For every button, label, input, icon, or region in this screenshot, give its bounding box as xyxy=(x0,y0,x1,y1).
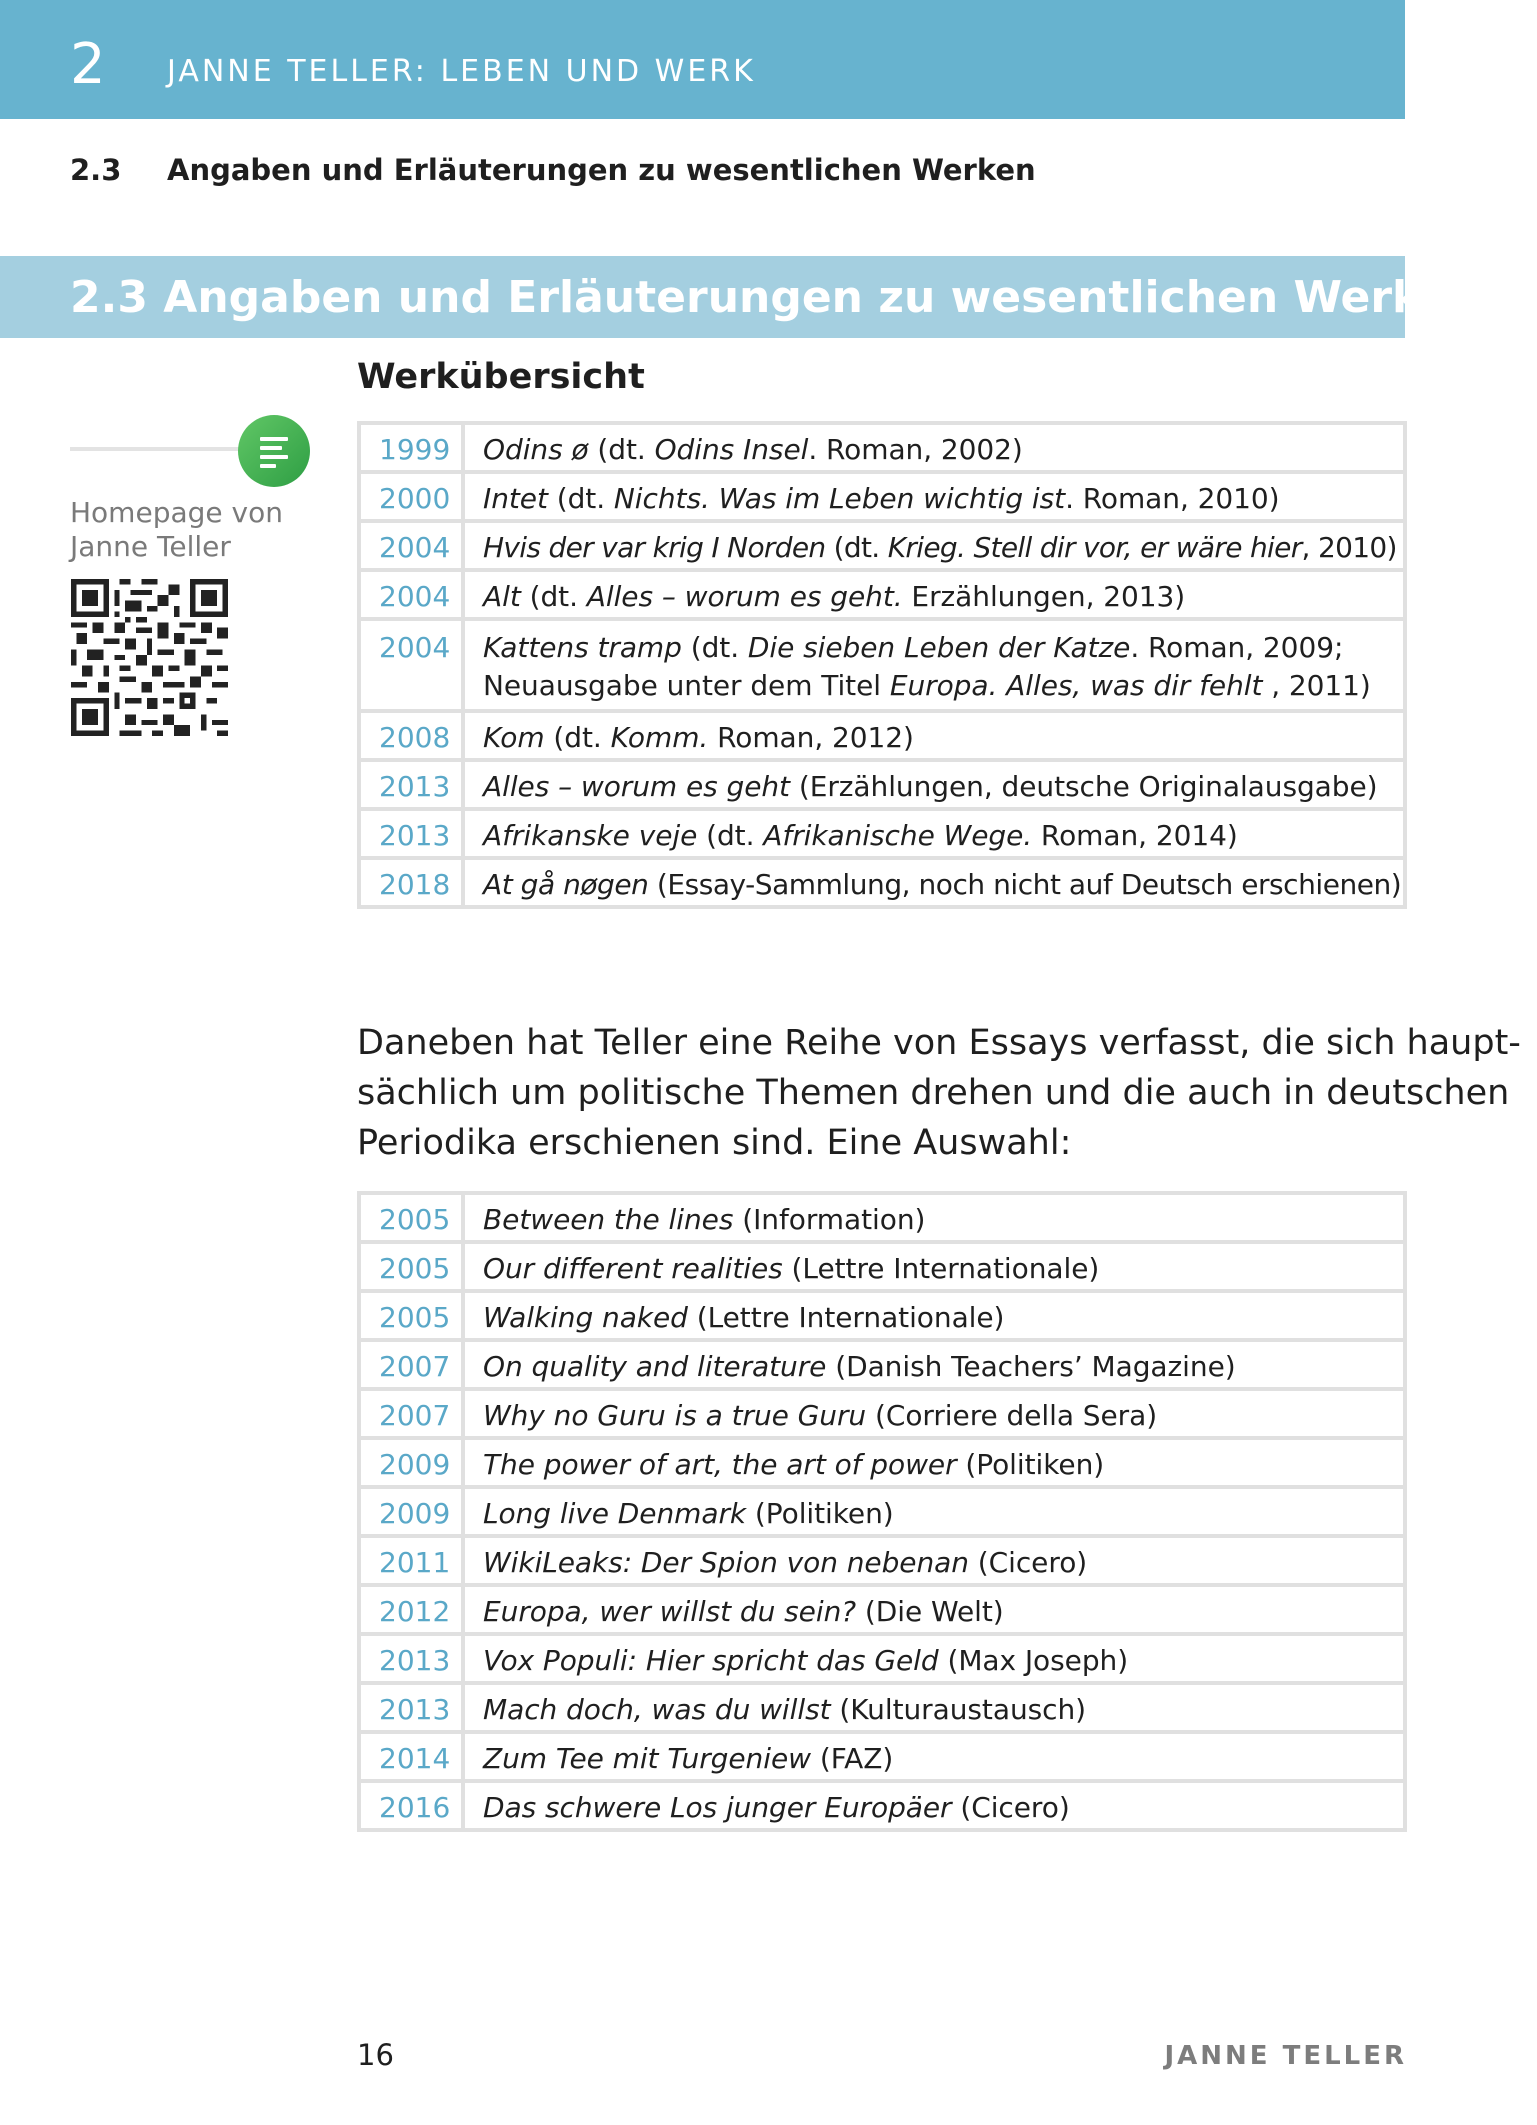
title-text: Between the lines xyxy=(483,1203,734,1236)
works-table xyxy=(357,421,1407,909)
title-text: Hvis der var krig I Norden xyxy=(483,531,826,564)
title-text: On quality and literature xyxy=(483,1350,827,1383)
title-text: Odins Insel xyxy=(654,433,809,466)
title-line xyxy=(483,1740,1403,1778)
title-text: Das schwere Los junger Europäer xyxy=(483,1791,952,1824)
detail-text: (dt. xyxy=(825,531,888,564)
title-line xyxy=(483,1789,1403,1827)
detail-text: (Information) xyxy=(733,1203,926,1236)
title-line xyxy=(483,1495,1403,1533)
page-number: 16 xyxy=(357,2038,394,2072)
title-line xyxy=(483,529,1403,567)
year-cell: 2008 xyxy=(359,711,463,760)
detail-text: (dt. xyxy=(547,482,614,515)
title-text: Die sieben Leben der Katze xyxy=(747,631,1131,664)
title-text: Alles – worum es geht xyxy=(483,770,790,803)
year-cell: 2009 xyxy=(359,1487,463,1536)
table-row xyxy=(359,858,1405,907)
sidebar-caption-line-1: Homepage von xyxy=(70,496,283,529)
title-line xyxy=(483,578,1403,616)
year-cell: 2011 xyxy=(359,1536,463,1585)
year-cell: 2009 xyxy=(359,1438,463,1487)
year-cell: 2007 xyxy=(359,1389,463,1438)
table-row xyxy=(359,1389,1405,1438)
year-cell: 2012 xyxy=(359,1585,463,1634)
title-line xyxy=(483,1446,1403,1484)
title-cell xyxy=(463,1487,1405,1536)
title-cell xyxy=(463,1732,1405,1781)
detail-text: (Die Welt) xyxy=(856,1595,1004,1628)
detail-text: (Politiken) xyxy=(746,1497,894,1530)
year-cell: 2016 xyxy=(359,1781,463,1830)
table-row xyxy=(359,472,1405,521)
werkuebersicht-heading: Werkübersicht xyxy=(357,357,645,397)
detail-text: (Max Joseph) xyxy=(938,1644,1129,1677)
detail-text: Neuausgabe unter dem Titel xyxy=(483,669,890,702)
table-row xyxy=(359,1193,1405,1242)
title-text: Our different realities xyxy=(483,1252,783,1285)
title-cell xyxy=(463,1634,1405,1683)
table-row xyxy=(359,1438,1405,1487)
title-cell xyxy=(463,760,1405,809)
title-cell xyxy=(463,1389,1405,1438)
detail-text: (FAZ) xyxy=(810,1742,894,1775)
title-cell xyxy=(463,1193,1405,1242)
title-cell xyxy=(463,1683,1405,1732)
year-cell: 2004 xyxy=(359,521,463,570)
title-cell xyxy=(463,1291,1405,1340)
sidebar-caption xyxy=(70,496,283,564)
title-text: Krieg. Stell dir vor, er wäre hier xyxy=(887,531,1302,564)
detail-text: . Roman, 2010) xyxy=(1065,482,1280,515)
title-cell xyxy=(463,1340,1405,1389)
title-text: Komm. xyxy=(610,721,709,754)
title-line xyxy=(483,431,1403,469)
year-cell: 2004 xyxy=(359,570,463,619)
title-cell xyxy=(463,809,1405,858)
table-row xyxy=(359,1340,1405,1389)
title-text: Intet xyxy=(483,482,548,515)
sidebar-caption-line-2: Janne Teller xyxy=(70,530,231,563)
table-row xyxy=(359,1585,1405,1634)
chapter-number: 2 xyxy=(70,32,106,97)
title-line xyxy=(483,1397,1403,1435)
title-line xyxy=(483,866,1403,904)
title-text: The power of art, the art of power xyxy=(483,1448,957,1481)
title-text: Afrikanske veje xyxy=(483,819,698,852)
detail-text: (dt. xyxy=(681,631,748,664)
title-cell xyxy=(463,1536,1405,1585)
table-row xyxy=(359,1781,1405,1830)
title-cell xyxy=(463,1781,1405,1830)
title-line xyxy=(483,1544,1403,1582)
title-line xyxy=(483,817,1403,855)
title-text: Afrikanische Wege. xyxy=(763,819,1033,852)
title-text: Long live Denmark xyxy=(483,1497,747,1530)
running-section-number: 2.3 xyxy=(70,153,122,187)
table-row xyxy=(359,1487,1405,1536)
detail-text: . Roman, 2002) xyxy=(808,433,1023,466)
title-cell xyxy=(463,570,1405,619)
title-cell xyxy=(463,1585,1405,1634)
detail-text: (Cicero) xyxy=(951,1791,1070,1824)
paragraph-line-3: Periodika erschienen sind. Eine Auswahl: xyxy=(357,1123,1072,1163)
table-row xyxy=(359,619,1405,711)
title-text: Europa, wer willst du sein? xyxy=(483,1595,857,1628)
title-line xyxy=(483,1299,1403,1337)
table-row xyxy=(359,521,1405,570)
title-cell xyxy=(463,521,1405,570)
title-cell xyxy=(463,423,1405,472)
table-row xyxy=(359,809,1405,858)
footer-author-name: JANNE TELLER xyxy=(1164,2041,1407,2071)
title-text: Walking naked xyxy=(483,1301,688,1334)
paragraph-line-1: Daneben hat Teller eine Reihe von Essays verfasst, die sich haupt- xyxy=(357,1023,1521,1063)
title-line xyxy=(483,480,1403,518)
year-cell: 2005 xyxy=(359,1242,463,1291)
table-row xyxy=(359,1634,1405,1683)
title-line xyxy=(483,629,1403,667)
title-text: Alles – worum es geht. xyxy=(586,580,903,613)
table-row xyxy=(359,570,1405,619)
detail-text: (Danish Teachers’ Magazine) xyxy=(826,1350,1236,1383)
detail-text: (dt. xyxy=(588,433,655,466)
year-cell: 2000 xyxy=(359,472,463,521)
year-cell: 2013 xyxy=(359,760,463,809)
title-text: Why no Guru is a true Guru xyxy=(483,1399,867,1432)
table-row xyxy=(359,1291,1405,1340)
essays-intro-paragraph xyxy=(357,1018,1521,1168)
detail-text: (Corriere della Sera) xyxy=(866,1399,1158,1432)
title-cell xyxy=(463,1438,1405,1487)
title-text: Zum Tee mit Turgeniew xyxy=(483,1742,811,1775)
table-row xyxy=(359,1242,1405,1291)
year-cell: 2005 xyxy=(359,1291,463,1340)
year-cell: 2013 xyxy=(359,809,463,858)
title-cell xyxy=(463,472,1405,521)
detail-text: (dt. xyxy=(697,819,764,852)
table-row xyxy=(359,711,1405,760)
title-text: WikiLeaks: Der Spion von nebenan xyxy=(483,1546,969,1579)
title-line xyxy=(483,1593,1403,1631)
chapter-title: JANNE TELLER: LEBEN UND WERK xyxy=(167,54,756,89)
title-line xyxy=(483,1250,1403,1288)
title-text: Nichts. Was im Leben wichtig ist xyxy=(613,482,1066,515)
detail-text: Roman, 2012) xyxy=(708,721,914,754)
year-cell: 2007 xyxy=(359,1340,463,1389)
title-text: Vox Populi: Hier spricht das Geld xyxy=(483,1644,939,1677)
detail-text: (Erzählungen, deutsche Originalausgabe) xyxy=(789,770,1378,803)
title-text: Europa. Alles, was dir fehlt xyxy=(889,669,1263,702)
title-line xyxy=(483,667,1403,705)
year-cell: 2005 xyxy=(359,1193,463,1242)
detail-text: , 2010) xyxy=(1301,531,1397,564)
detail-text: Roman, 2014) xyxy=(1032,819,1238,852)
year-cell: 2013 xyxy=(359,1634,463,1683)
detail-text: . Roman, 2009; xyxy=(1130,631,1344,664)
title-line xyxy=(483,1691,1403,1729)
section-title: 2.3 Angaben und Erläuterungen zu wesentlichen Werken xyxy=(70,272,1482,323)
title-text: Mach doch, was du willst xyxy=(483,1693,831,1726)
detail-text: Erzählungen, 2013) xyxy=(902,580,1186,613)
detail-text: (Cicero) xyxy=(968,1546,1088,1579)
table-row xyxy=(359,423,1405,472)
document-lines-icon[interactable] xyxy=(238,415,310,487)
title-cell xyxy=(463,711,1405,760)
title-line xyxy=(483,768,1403,806)
table-row xyxy=(359,1732,1405,1781)
title-text: Alt xyxy=(483,580,521,613)
detail-text: (Lettre Internationale) xyxy=(782,1252,1100,1285)
title-text: At gå nøgen xyxy=(483,868,649,901)
detail-text: (dt. xyxy=(520,580,587,613)
year-cell: 2004 xyxy=(359,619,463,711)
year-cell: 1999 xyxy=(359,423,463,472)
title-text: Kom xyxy=(483,721,545,754)
detail-text: , 2011) xyxy=(1262,669,1371,702)
detail-text: (dt. xyxy=(544,721,611,754)
title-cell xyxy=(463,858,1405,907)
title-line xyxy=(483,1348,1403,1386)
detail-text: (Lettre Internationale) xyxy=(687,1301,1005,1334)
title-line xyxy=(483,1642,1403,1680)
title-cell xyxy=(463,619,1405,711)
sidebar-rule xyxy=(70,447,245,451)
running-section-title: Angaben und Erläuterungen zu wesentlichen Werken xyxy=(167,153,1036,187)
title-line xyxy=(483,1201,1403,1239)
title-cell xyxy=(463,1242,1405,1291)
table-row xyxy=(359,1683,1405,1732)
title-text: Kattens tramp xyxy=(483,631,682,664)
title-text: Odins ø xyxy=(483,433,589,466)
qr-code-icon[interactable] xyxy=(71,579,228,736)
table-row xyxy=(359,760,1405,809)
title-line xyxy=(483,719,1403,757)
detail-text: (Politiken) xyxy=(956,1448,1105,1481)
detail-text: (Kulturaustausch) xyxy=(830,1693,1087,1726)
detail-text: (Essay-Sammlung, noch nicht auf Deutsch erschienen) xyxy=(648,868,1402,901)
paragraph-line-2: sächlich um politische Themen drehen und die auch in deutschen xyxy=(357,1073,1510,1113)
table-row xyxy=(359,1536,1405,1585)
year-cell: 2013 xyxy=(359,1683,463,1732)
year-cell: 2014 xyxy=(359,1732,463,1781)
year-cell: 2018 xyxy=(359,858,463,907)
essays-table xyxy=(357,1191,1407,1832)
